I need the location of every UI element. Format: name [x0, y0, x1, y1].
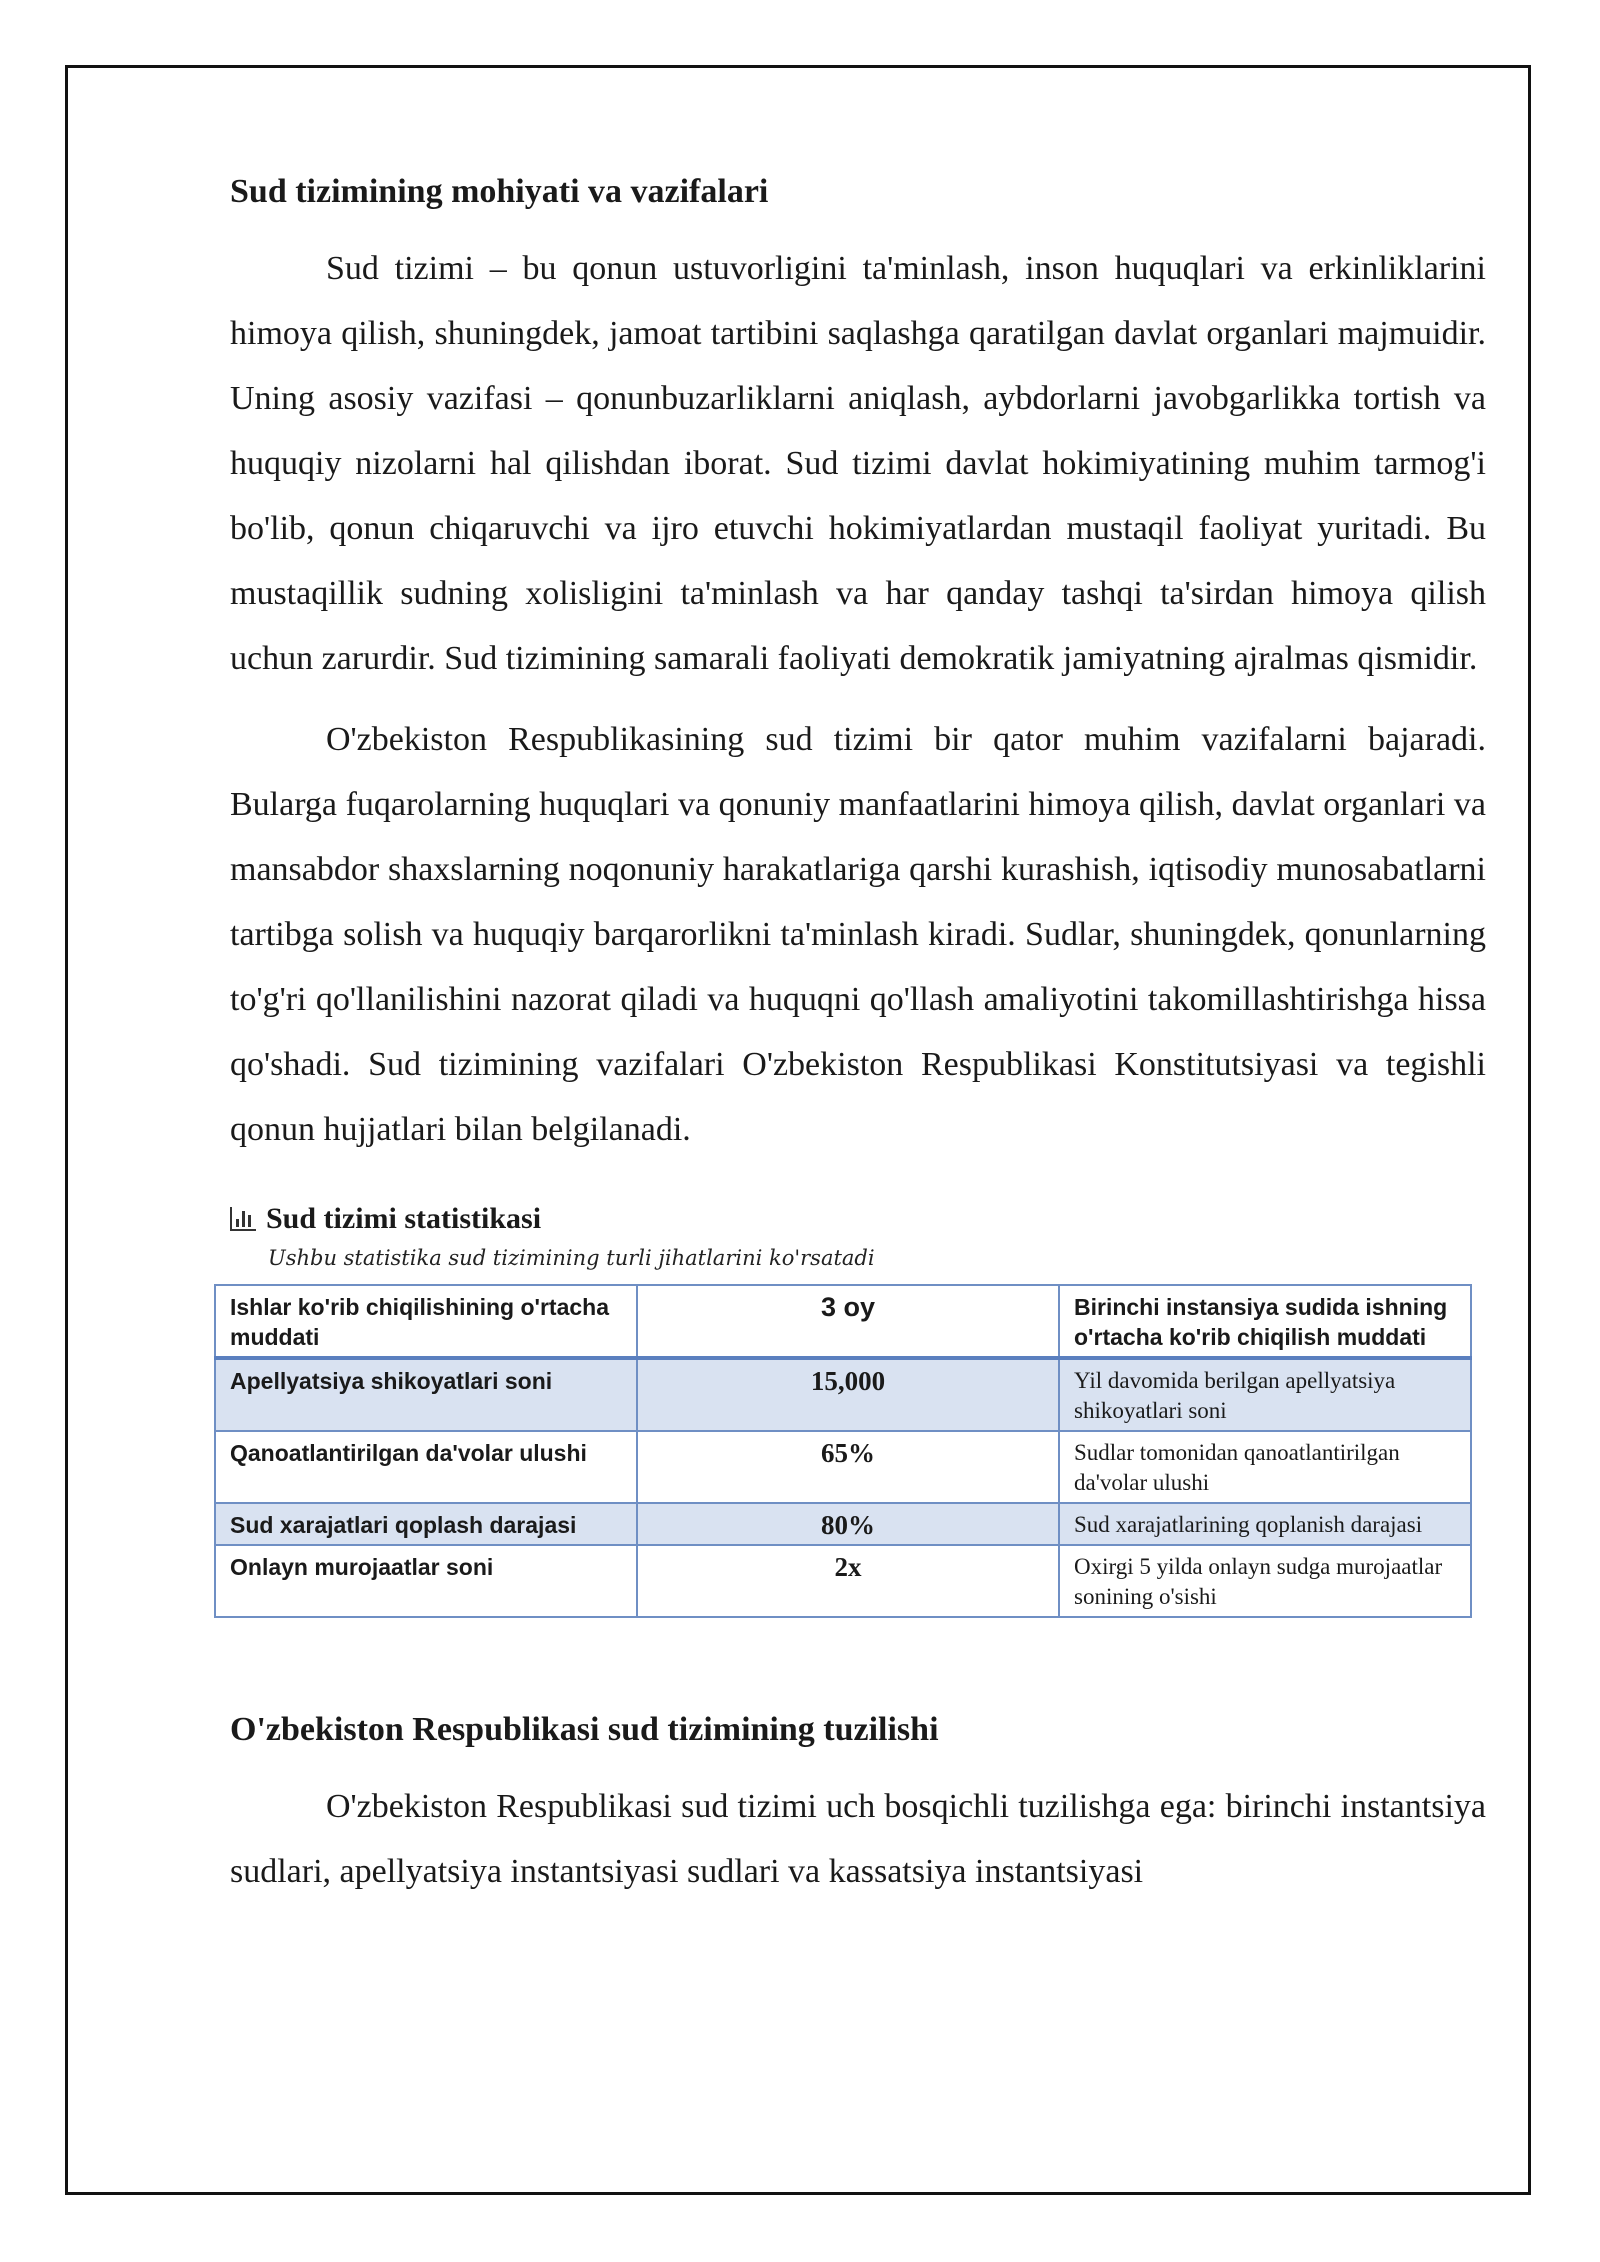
- row-description: Sudlar tomonidan qanoatlantirilgan da'volar ulushi: [1059, 1431, 1471, 1503]
- table-row: [215, 1431, 1471, 1503]
- stats-subtitle: Ushbu statistika sud tizimining turli jihatlarini ko'rsatadi: [268, 1246, 875, 1271]
- table-row: [215, 1285, 1471, 1358]
- row-value: 65%: [637, 1431, 1059, 1503]
- row-label: Sud xarajatlari qoplash darajasi: [215, 1503, 637, 1545]
- bar-chart-icon: [230, 1207, 256, 1231]
- row-description: Yil davomida berilgan apellyatsiya shikoyatlari soni: [1059, 1358, 1471, 1431]
- section-two: [230, 1708, 1486, 1904]
- paragraph: O'zbekiston Respublikasi sud tizimi uch bosqichli tuzilishga ega: birinchi instantsiya sudlari, apellyatsiya instantsiyasi sudlari va kassatsiya instantsiyasi: [230, 1788, 1486, 1891]
- stats-table: [214, 1284, 1472, 1618]
- table-row: [215, 1358, 1471, 1431]
- row-value: 2x: [637, 1545, 1059, 1617]
- paragraph: O'zbekiston Respublikasining sud tizimi bir qator muhim vazifalarni bajaradi. Bularga fuqarolarning huquqlari va qonuniy manfaatlarini himoya qilish, davlat organlari va mansabdor shaxslarning noqonuniy harakatlariga qarshi kurashish, iqtisodiy munosabatlarni tartibga solish va huquqiy barqarorlikni ta'minlash kiradi. Sudlar, shuningdek, qonunlarning to'g'ri qo'llanilishini nazorat qiladi va huquqni qo'llash amaliyotini takomillashtirishga hissa qo'shadi. Sud tizimining vazifalari O'zbekiston Respublikasi Konstitutsiyasi va tegishli qonun hujjatlari bilan belgilanadi.: [230, 721, 1486, 1149]
- row-value: 80%: [637, 1503, 1059, 1545]
- row-description: Oxirgi 5 yilda onlayn sudga murojaatlar sonining o'sishi: [1059, 1545, 1471, 1617]
- section-heading: Sud tizimining mohiyati va vazifalari: [230, 173, 769, 210]
- row-label: Qanoatlantirilgan da'volar ulushi: [215, 1431, 637, 1503]
- stats-title: [230, 1202, 1486, 1236]
- row-value: 3 oy: [637, 1285, 1059, 1358]
- row-label: Apellyatsiya shikoyatlari soni: [215, 1358, 637, 1431]
- stats-title-text: Sud tizimi statistikasi: [266, 1202, 542, 1236]
- row-value: 15,000: [637, 1358, 1059, 1431]
- row-label: Ishlar ko'rib chiqilishining o'rtacha muddati: [215, 1285, 637, 1358]
- table-row: [215, 1503, 1471, 1545]
- paragraph: Sud tizimi – bu qonun ustuvorligini ta'minlash, inson huquqlari va erkinliklarini himoya qilish, shuningdek, jamoat tartibini saqlashga qaratilgan davlat organlari majmuidir. Uning asosiy vazifasi – qonunbuzarliklarni aniqlash, aybdorlarni javobgarlikka tortish va huquqiy nizolarni hal qilishdan iborat. Sud tizimi davlat hokimiyatining muhim tarmog'i bo'lib, qonun chiqaruvchi va ijro etuvchi hokimiyatlardan mustaqil faoliyat yuritadi. Bu mustaqillik sudning xolisligini ta'minlash va har qanday tashqi ta'sirdan himoya qilish uchun zarurdir. Sud tizimining samarali faoliyati demokratik jamiyatning ajralmas qismidir.: [230, 250, 1486, 678]
- row-description: Sud xarajatlarining qoplanish darajasi: [1059, 1503, 1471, 1545]
- row-label: Onlayn murojaatlar soni: [215, 1545, 637, 1617]
- section-heading: O'zbekiston Respublikasi sud tizimining tuzilishi: [230, 1711, 939, 1749]
- row-description: Birinchi instansiya sudida ishning o'rtacha ko'rib chiqilish muddati: [1059, 1285, 1471, 1358]
- document-body: [230, 170, 1486, 1920]
- table-row: [215, 1545, 1471, 1617]
